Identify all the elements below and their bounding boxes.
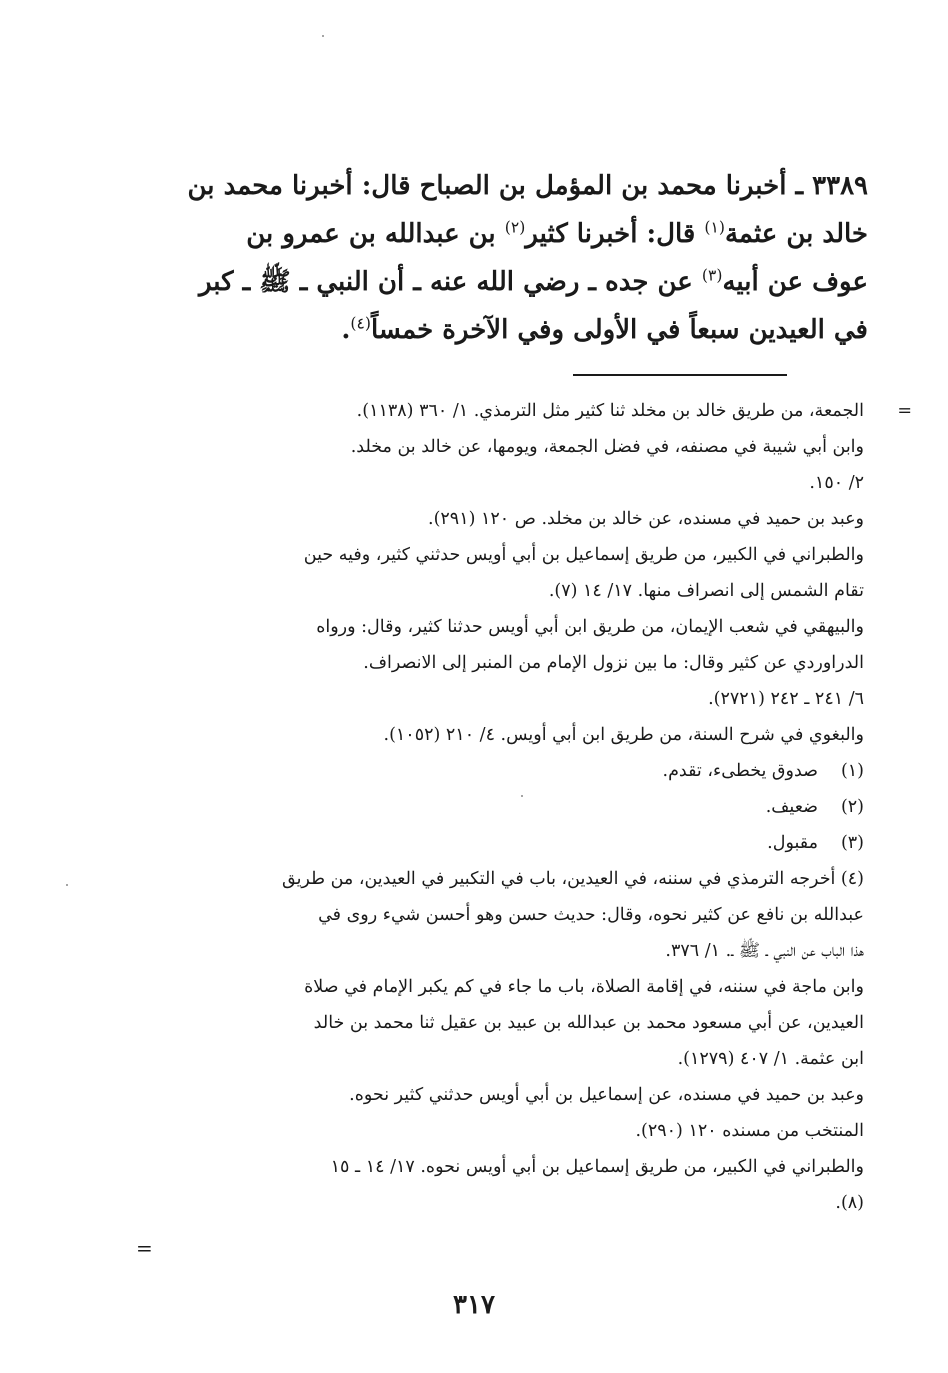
footnote-ref-1: (١) (704, 218, 725, 237)
footnote-line: والطبراني في الكبير، من طريق إسماعيل بن أبي أويس نحوه. ١٧/ ١٤ ـ ١٥ (330, 1157, 864, 1177)
footnote-ref-3: (٣) (701, 266, 723, 285)
footnote-line: والبغوي في شرح السنة، من طريق ابن أبي أويس. ٤/ ٢١٠ (١٠٥٢). (383, 725, 864, 745)
hadith-line-4: في العيدين سبعاً في الأولى وفي الآخرة خمساً$^{(٤)}$. (341, 314, 868, 345)
footnote-line: ابن عثمة. ١/ ٤٠٧ (١٢٧٩). (677, 1049, 864, 1069)
footnote-ref-2: (٢) (504, 218, 526, 237)
footnote-2 (150, 789, 864, 825)
footnote-line: وعبد بن حميد في مسنده، عن خالد بن مخلد. ص ١٢٠ (٢٩١). (428, 509, 864, 529)
scan-speck (521, 795, 523, 797)
footnote-line: ٢/ ١٥٠. (809, 473, 864, 493)
footnote-continuation (150, 393, 912, 429)
footnote-line: والطبراني في الكبير، من طريق إسماعيل بن أبي أويس حدثني كثير، وفيه حين (303, 545, 864, 565)
footnote-line: ٦/ ٢٤١ ـ ٢٤٢ (٢٧٢١). (708, 689, 864, 709)
footnote-number: (١) (840, 761, 864, 781)
footnote-paragraph (150, 609, 864, 717)
footnote-line: (٤) أخرجه الترمذي في سننه، في العيدين، باب في التكبير في العيدين، من طريق (281, 869, 864, 889)
footnote-line: هذا الباب عن النبي ـ ﷺ ـ. ١/ ٣٧٦. (665, 941, 864, 961)
footnote-line: وابن ماجة في سننه، في إقامة الصلاة، باب ما جاء في كم يكبر الإمام في صلاة (304, 977, 864, 997)
footnote-line: (٣)مقبول. (150, 825, 864, 861)
footnote-1 (150, 753, 864, 789)
hadith-line-2: خالد بن عثمة$^{(١)}$ قال: أخبرنا كثير$^{(٢)}$ بن عبدالله بن عمرو بن (246, 218, 868, 249)
footnote-paragraph (150, 1149, 864, 1221)
footnote-line: المنتخب من مسنده ١٢٠ (٢٩٠). (635, 1121, 864, 1141)
footnote-paragraph (150, 537, 864, 609)
footnote-line: وابن أبي شيبة في مصنفه، في فضل الجمعة، ويومها، عن خالد بن مخلد. (350, 437, 864, 457)
footnote-3 (150, 825, 864, 861)
footnote-paragraph (150, 1077, 864, 1149)
page-number: ٣١٧ (453, 1290, 495, 1320)
footnote-separator (573, 374, 787, 376)
footnote-paragraph (150, 501, 864, 537)
footnote-line: (٢)ضعيف. (150, 789, 864, 825)
footnote-line: تقام الشمس إلى انصراف منها. ١٧/ ١٤ (٧). (548, 581, 864, 601)
hadith-line-3: عوف عن أبيه$^{(٣)}$ عن جده ـ رضي الله عنه ـ أن النبي ـ ﷺ ـ كبر (198, 266, 868, 297)
scan-speck (66, 884, 68, 886)
hadith-text (170, 162, 868, 354)
scan-speck (322, 35, 324, 37)
footnote-line: الدراوردي عن كثير وقال: ما بين نزول الإمام من المنبر إلى الانصراف. (363, 653, 864, 673)
footnote-paragraph (150, 717, 864, 753)
footnote-line: (٨). (835, 1193, 864, 1213)
continuation-mark-end: = (136, 1236, 153, 1260)
footnote-line: والبيهقي في شعب الإيمان، من طريق ابن أبي أويس حدثنا كثير، وقال: ورواه (316, 617, 864, 637)
footnote-line: الجمعة، من طريق خالد بن مخلد ثنا كثير مثل الترمذي. ١/ ٣٦٠ (١١٣٨). (356, 401, 864, 421)
footnote-4 (150, 861, 864, 969)
footnote-ref-4: (٤) (350, 314, 371, 333)
hadith-line-1: ٣٣٨٩ ـ أخبرنا محمد بن المؤمل بن الصباح قال: أخبرنا محمد بن (187, 171, 868, 201)
footnote-line: وعبد بن حميد في مسنده، عن إسماعيل بن أبي أويس حدثني كثير نحوه. (349, 1085, 864, 1105)
footnote-line: العيدين، عن أبي مسعود محمد بن عبدالله بن عبيد بن عقيل ثنا محمد بن خالد (313, 1013, 864, 1033)
footnote-paragraph (150, 969, 864, 1077)
footnotes (150, 393, 912, 1221)
footnote-number: (٣) (840, 833, 864, 853)
footnote-line: (١)صدوق يخطىء، تقدم. (150, 753, 864, 789)
footnote-paragraph (150, 429, 864, 501)
footnote-number: (٢) (840, 797, 864, 817)
continuation-mark: = (897, 401, 912, 421)
footnote-line: عبدالله بن نافع عن كثير نحوه، وقال: حديث حسن وهو أحسن شيء روى في (318, 905, 864, 925)
